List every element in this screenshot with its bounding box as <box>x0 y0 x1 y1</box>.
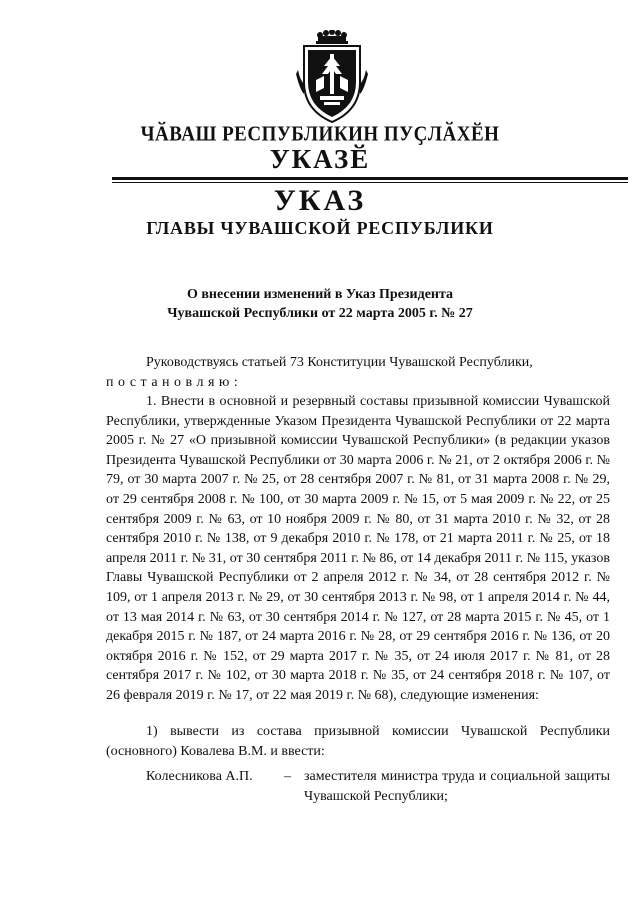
header-chuvash-ukaze: УКАЗӖ <box>269 144 371 174</box>
coat-of-arms-emblem <box>294 30 370 126</box>
intro-paragraph <box>106 353 610 392</box>
header-divider-thin <box>112 182 628 183</box>
subject-line-2: Чувашской Республики от 22 марта 2005 г. № 27 <box>167 306 473 321</box>
header-russian-title: ГЛАВЫ ЧУВАШСКОЙ РЕСПУБЛИКИ <box>146 218 494 238</box>
header-chuvash-title: ЧӐВАШ РЕСПУБЛИКИН ПУҪЛӐХӖН <box>140 122 500 146</box>
subitem-1-paragraph: 1) вывести из состава призывной комиссии Чувашской Республики (основного) Ковалева В.М. и ввести: <box>106 724 610 759</box>
item-1-paragraph: 1. Внести в основной и резервный составы призывной комиссии Чувашской Республики, утвержденные Указом Президента Чувашской Республики от 22 марта 2005 г. № 27 «О призывной комиссии Чувашской Республики» (в редакции указов Президента Чувашской Республики от 30 марта 2006 г. № 21, от 2 октября 2006 г. № 79, от 30 марта 2007 г. № 25, от 28 сентября 2007 г. № 81, от 31 марта 2008 г. № 29, от 29 сентября 2008 г. № 100, от 30 марта 2009 г. № 15, от 5 мая 2009 г. № 22, от 25 сентября 2009 г. № 63, от 10 ноября 2009 г. № 80, от 31 марта 2010 г. № 32, от 28 сентября 2010 г. № 138, от 9 декабря 2010 г. № 178, от 21 марта 2011 г. № 25, от 18 апреля 2011 г. № 31, от 30 сентября 2011 г. № 86, от 14 декабря 2011 г. № 115, указов Главы Чувашской Республики от 2 апреля 2012 г. № 34, от 28 сентября 2012 г. № 109, от 1 апреля 2013 г. № 29, от 30 сентября 2013 г. № 98, от 1 апреля 2014 г. № 44, от 13 мая 2014 г. № 63, от 30 сентября 2014 г. № 127, от 28 марта 2015 г. № 45, от 1 декабря 2015 г. № 187, от 24 марта 2016 г. № 28, от 29 сентября 2016 г. № 136, от 20 октября 2016 г. № 152, от 29 марта 2017 г. № 35, от 24 июля 2017 г. № 81, от 28 сентября 2017 г. № 102, от 30 марта 2018 г. № 35, от 24 сентября 2018 г. № 107, от 26 февраля 2019 г. № 17, от 22 мая 2019 г. № 68), следующие изменения: <box>106 394 610 703</box>
document-subject <box>0 285 640 323</box>
appointee-name: Колесникова А.П. <box>146 769 253 784</box>
decree-word: постановляю: <box>106 374 243 390</box>
appointment-dash: – <box>284 769 291 784</box>
subject-line-1: О внесении изменений в Указ Президента <box>186 287 454 302</box>
intro-text: Руководствуясь статьей 73 Конституции Чувашской Республики, <box>146 355 533 370</box>
header-divider-thick <box>112 177 628 180</box>
appointee-role: заместителя министра труда и социальной защиты Чувашской Республики; <box>304 769 610 804</box>
header-russian-ukaz: УКАЗ <box>273 184 367 217</box>
